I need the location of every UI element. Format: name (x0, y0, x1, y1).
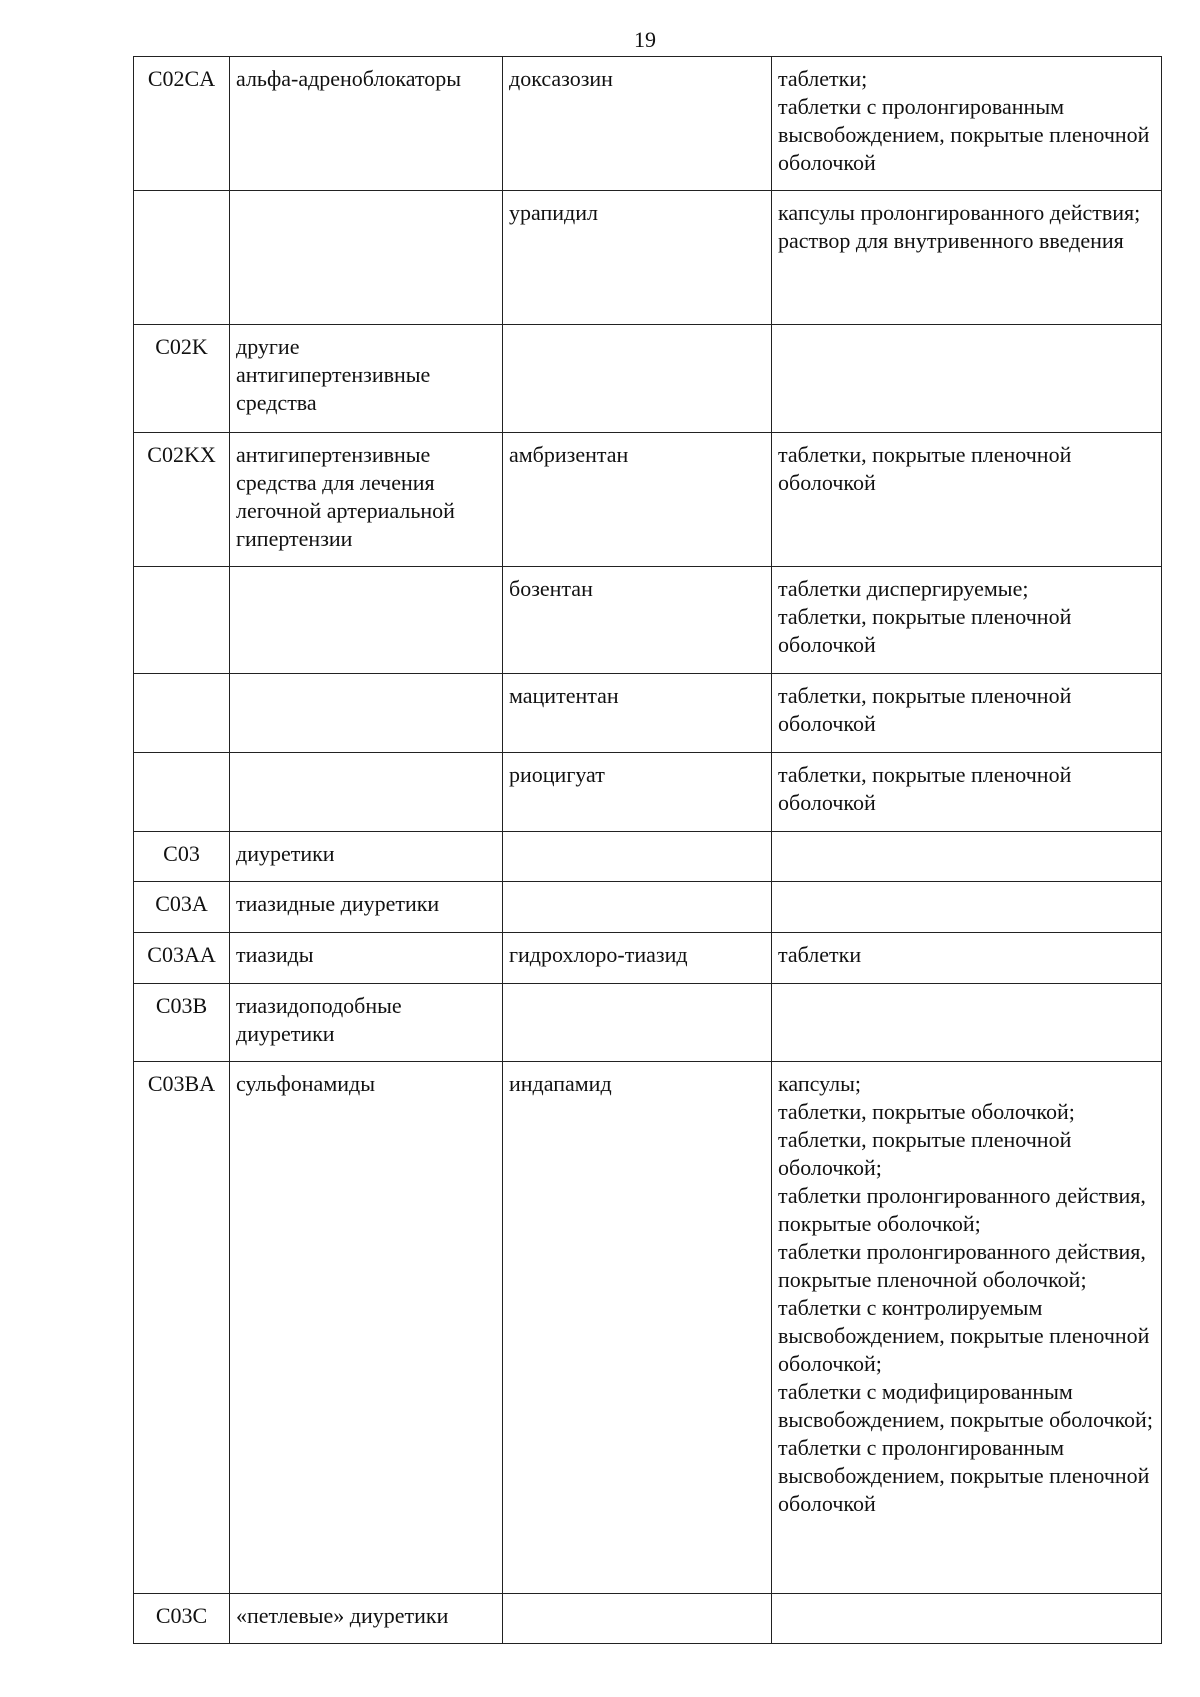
table-row (134, 567, 1162, 674)
drug-name-cell: мацитентан (503, 674, 772, 753)
atc-code-cell: C03B (134, 984, 230, 1062)
atc-code-cell: C03C (134, 1594, 230, 1644)
drug-name-cell (503, 1594, 772, 1644)
table-row (134, 191, 1162, 325)
dosage-form-cell (772, 984, 1162, 1062)
atc-code-cell (134, 191, 230, 325)
table-row (134, 433, 1162, 567)
pharmacological-group-cell: антигипертензивные средства для лечения легочной артериальной гипертензии (230, 433, 503, 567)
table-body (134, 57, 1162, 1644)
pharmacological-group-cell: тиазиды (230, 933, 503, 984)
table-row (134, 674, 1162, 753)
pharmacological-group-cell: другие антигипертензивные средства (230, 325, 503, 433)
table-row (134, 984, 1162, 1062)
pharmacological-group-cell (230, 753, 503, 832)
pharmacological-group-cell: тиазидоподобные диуретики (230, 984, 503, 1062)
drug-name-cell: доксазозин (503, 57, 772, 191)
dosage-form-cell: таблетки, покрытые пленочной оболочкой (772, 674, 1162, 753)
drug-name-cell (503, 325, 772, 433)
dosage-form-cell: таблетки; таблетки с пролонгированным высвобождением, покрытые пленочной оболочкой (772, 57, 1162, 191)
table-row (134, 882, 1162, 933)
table-row (134, 753, 1162, 832)
table-row (134, 1594, 1162, 1644)
dosage-form-cell (772, 325, 1162, 433)
dosage-form-cell (772, 832, 1162, 882)
drug-name-cell: бозентан (503, 567, 772, 674)
dosage-form-cell: таблетки диспергируемые; таблетки, покрытые пленочной оболочкой (772, 567, 1162, 674)
pharmacological-group-cell (230, 674, 503, 753)
dosage-form-cell: капсулы; таблетки, покрытые оболочкой; таблетки, покрытые пленочной оболочкой; таблетки пролонгированного действия, покрытые оболочкой; таблетки пролонгированного действия, покрытые пленочной оболочкой; таблетки с контролируемым высвобождением, покрытые пленочной оболочкой; таблетки с модифицированным высвобождением, покрытые оболочкой; таблетки с пролонгированным высвобождением, покрытые пленочной оболочкой (772, 1062, 1162, 1594)
table-row (134, 832, 1162, 882)
pharmacological-group-cell (230, 567, 503, 674)
atc-code-cell: C03A (134, 882, 230, 933)
atc-code-cell: C02K (134, 325, 230, 433)
page-number: 19 (634, 27, 656, 52)
pharmacological-group-cell: сульфонамиды (230, 1062, 503, 1594)
pharmacological-group-cell: «петлевые» диуретики (230, 1594, 503, 1644)
atc-code-cell (134, 674, 230, 753)
atc-code-cell: C03AA (134, 933, 230, 984)
atc-code-cell: C03 (134, 832, 230, 882)
dosage-form-cell: таблетки (772, 933, 1162, 984)
table-row (134, 57, 1162, 191)
pharmacological-group-cell: тиазидные диуретики (230, 882, 503, 933)
drug-name-cell: индапамид (503, 1062, 772, 1594)
dosage-form-cell: таблетки, покрытые пленочной оболочкой (772, 433, 1162, 567)
dosage-form-cell (772, 1594, 1162, 1644)
table-row (134, 325, 1162, 433)
atc-code-cell: C02KX (134, 433, 230, 567)
atc-code-cell (134, 567, 230, 674)
dosage-form-cell: таблетки, покрытые пленочной оболочкой (772, 753, 1162, 832)
drug-name-cell: урапидил (503, 191, 772, 325)
drug-name-cell (503, 882, 772, 933)
pharmacological-group-cell: альфа-адреноблокаторы (230, 57, 503, 191)
pharmacological-group-cell (230, 191, 503, 325)
dosage-form-cell (772, 882, 1162, 933)
atc-code-cell: C02CA (134, 57, 230, 191)
dosage-form-cell: капсулы пролонгированного действия; раствор для внутривенного введения (772, 191, 1162, 325)
drug-name-cell: гидрохлоро-тиазид (503, 933, 772, 984)
pharmacological-group-cell: диуретики (230, 832, 503, 882)
drug-name-cell: амбризентан (503, 433, 772, 567)
table-row (134, 933, 1162, 984)
atc-code-cell (134, 753, 230, 832)
drug-name-cell (503, 984, 772, 1062)
drug-name-cell: риоцигуат (503, 753, 772, 832)
drug-table (133, 56, 1162, 1644)
atc-code-cell: C03BA (134, 1062, 230, 1594)
drug-name-cell (503, 832, 772, 882)
table-row (134, 1062, 1162, 1594)
